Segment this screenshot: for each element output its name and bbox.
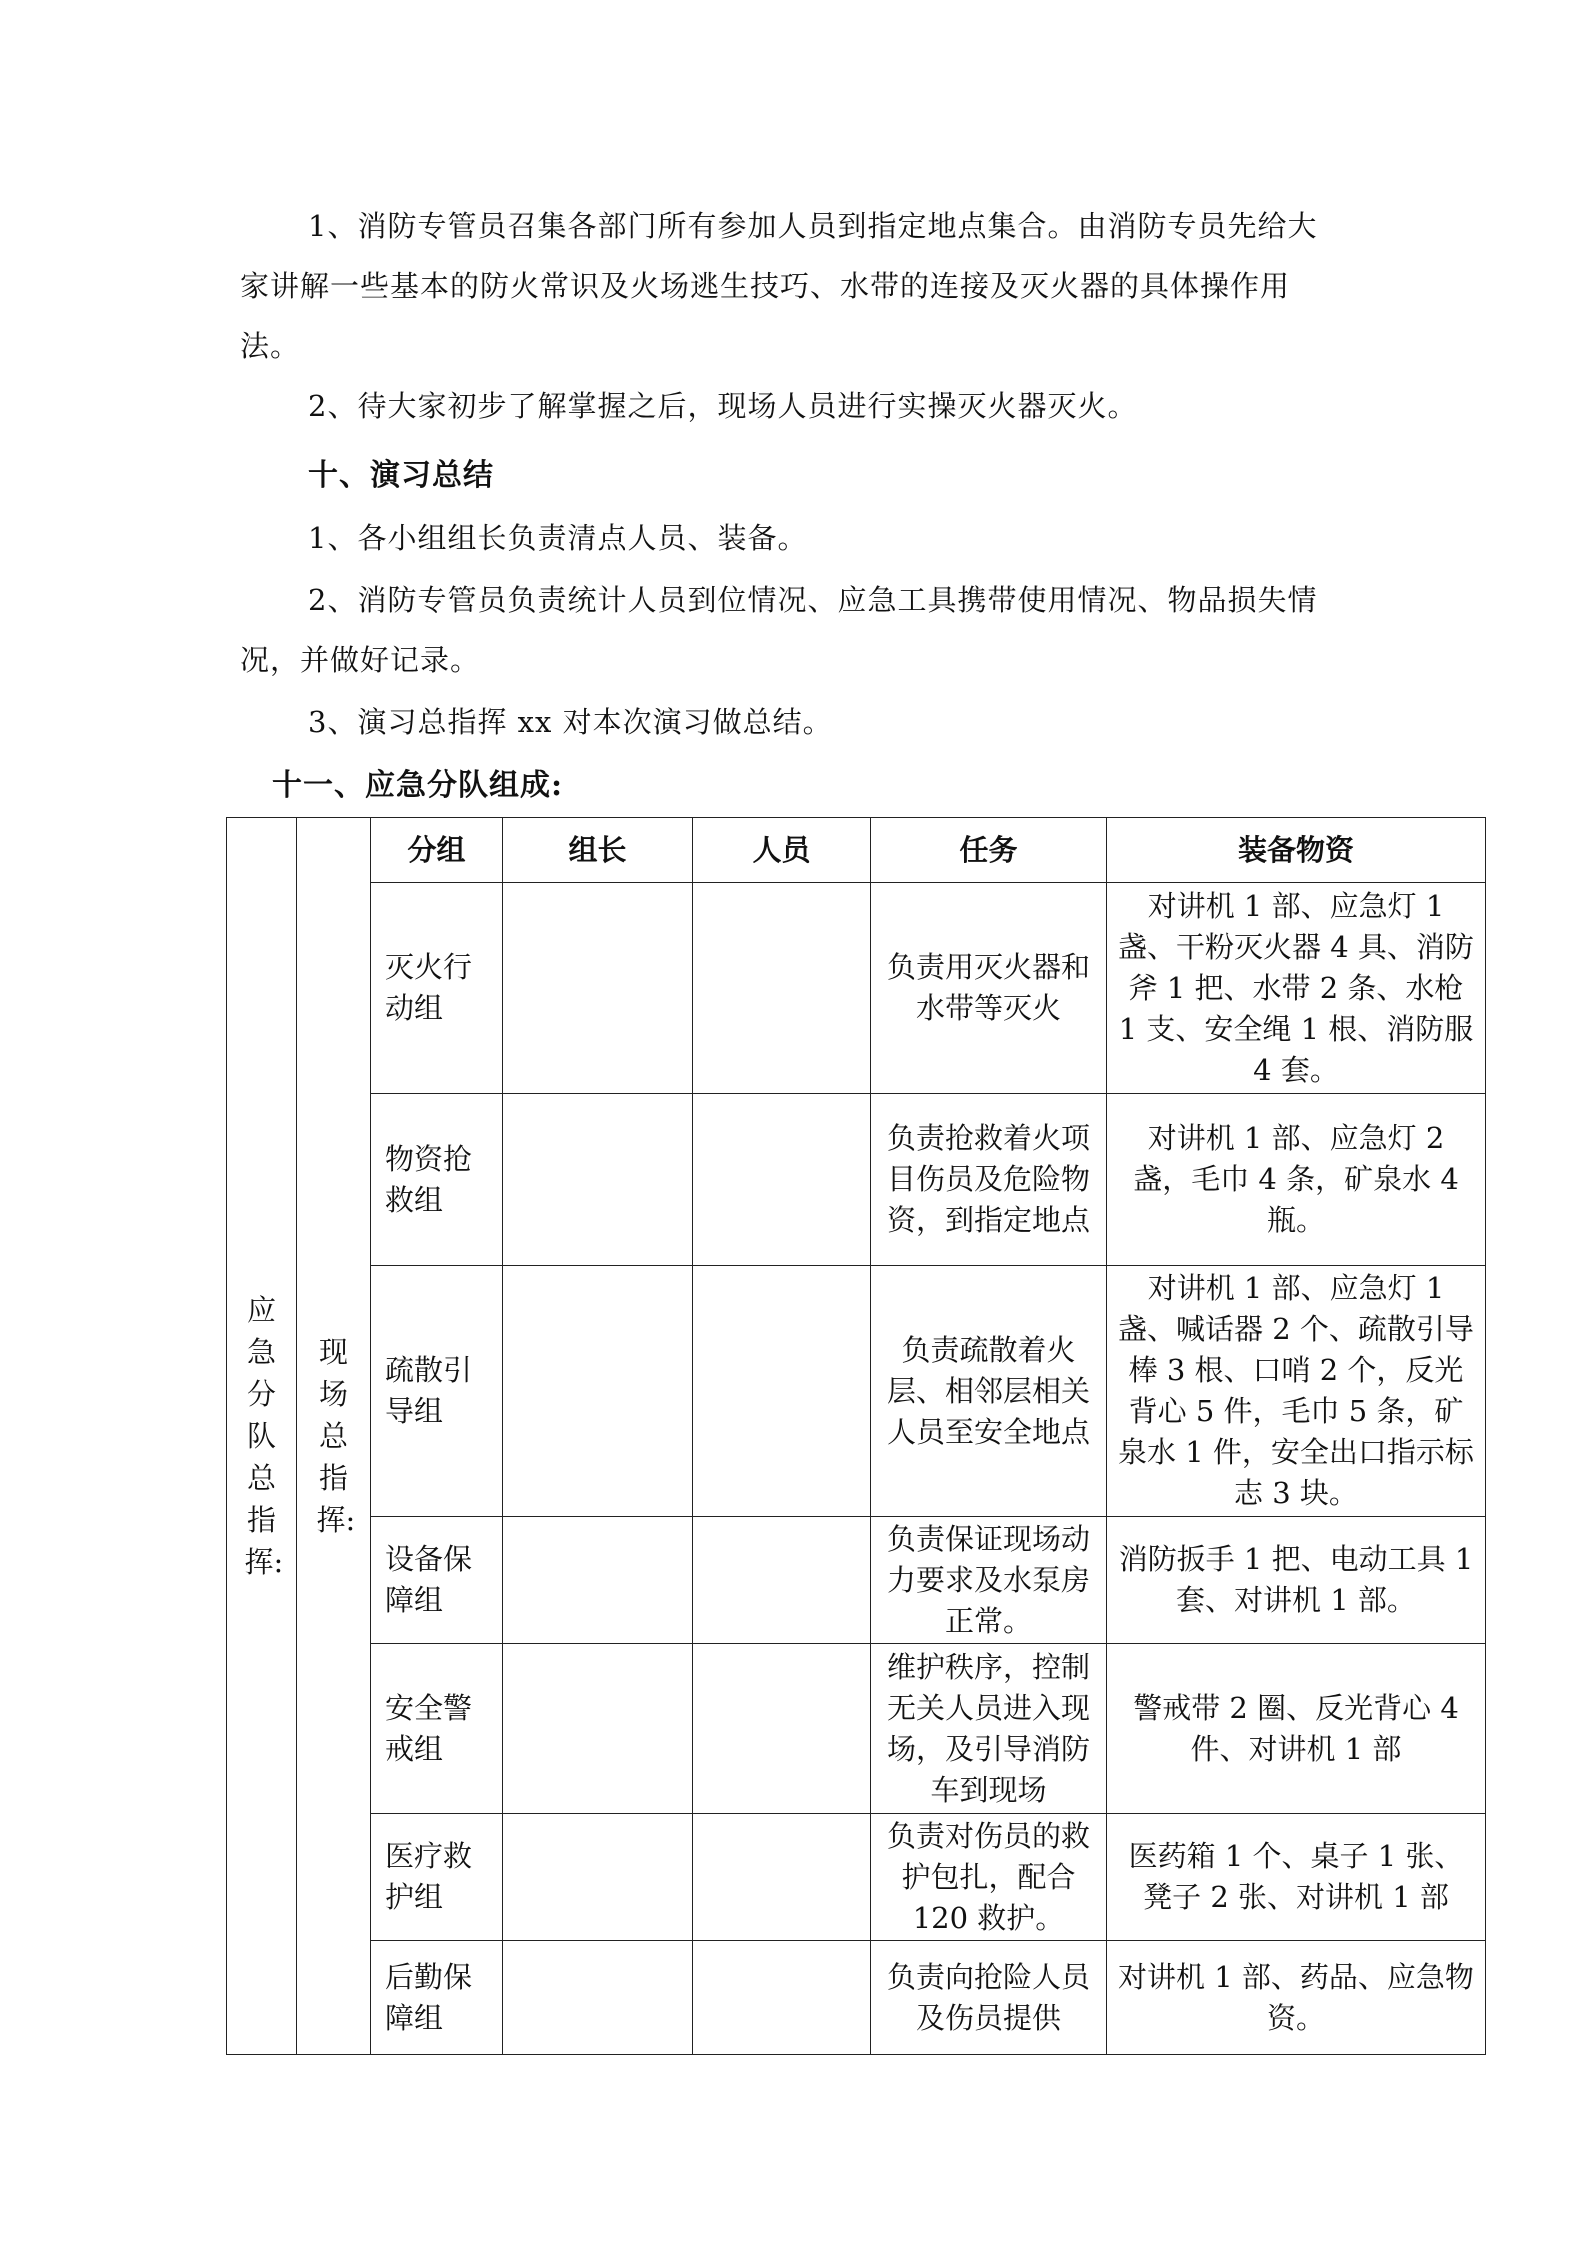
task-cell: 负责抢救着火项目伤员及危险物资，到指定地点 (871, 1094, 1107, 1266)
equipment-cell: 医药箱 1 个、桌子 1 张、凳子 2 张、对讲机 1 部 (1107, 1814, 1486, 1941)
paragraph-assembly: 1、消防专管员召集各部门所有参加人员到指定地点集合。由消防专员先给大家讲解一些基本的防火常识及火场逃生技巧、水带的连接及灭火器的具体操作用法。 (240, 209, 1318, 363)
group-name: 灭火行动组 (371, 883, 503, 1094)
equipment-cell: 警戒带 2 圈、反光背心 4 件、对讲机 1 部 (1107, 1644, 1486, 1814)
group-name: 设备保障组 (371, 1517, 503, 1644)
members-cell (693, 1094, 871, 1266)
table-row (227, 1266, 1486, 1517)
commander-in-chief-label: 应急分队总指挥: (244, 1293, 284, 1579)
header-equipment: 装备物资 (1107, 818, 1486, 883)
group-name: 后勤保障组 (371, 1941, 503, 2055)
equipment-cell: 对讲机 1 部、应急灯 1 盏、喊话器 2 个、疏散引导棒 3 根、口哨 2 个，反光背心 5 件，毛巾 5 条，矿泉水 1 件，安全出口指示标志 3 块。 (1107, 1266, 1486, 1517)
table-row (227, 1814, 1486, 1941)
task-cell: 负责对伤员的救护包扎，配合 120 救护。 (871, 1814, 1107, 1941)
header-members: 人员 (693, 818, 871, 883)
leader-cell (503, 1094, 693, 1266)
task-cell: 负责保证现场动力要求及水泵房正常。 (871, 1517, 1107, 1644)
task-cell: 负责用灭火器和水带等灭火 (871, 883, 1107, 1094)
header-group: 分组 (371, 818, 503, 883)
leader-cell (503, 1941, 693, 2055)
summary-item-2: 2、消防专管员负责统计人员到位情况、应急工具携带使用情况、物品损失情况，并做好记录。 (240, 583, 1318, 677)
equipment-cell: 消防扳手 1 把、电动工具 1 套、对讲机 1 部。 (1107, 1517, 1486, 1644)
group-name: 疏散引导组 (371, 1266, 503, 1517)
section-11-title: 十一、应急分队组成: (272, 768, 564, 803)
members-cell (693, 1266, 871, 1517)
task-cell: 负责向抢险人员及伤员提供 (871, 1941, 1107, 2055)
section-10-title: 十、演习总结 (308, 458, 494, 493)
task-cell: 负责疏散着火层、相邻层相关人员至安全地点 (871, 1266, 1107, 1517)
table-row (227, 1941, 1486, 2055)
group-name: 医疗救护组 (371, 1814, 503, 1941)
members-cell (693, 1644, 871, 1814)
members-cell (693, 883, 871, 1094)
leader-cell (503, 1266, 693, 1517)
leader-cell (503, 1644, 693, 1814)
site-commander-label: 现场总指挥: (316, 1335, 356, 1537)
table-row (227, 883, 1486, 1094)
table-row (227, 1644, 1486, 1814)
group-name: 安全警戒组 (371, 1644, 503, 1814)
task-cell: 维护秩序，控制无关人员进入现场，及引导消防车到现场 (871, 1644, 1107, 1814)
members-cell (693, 1517, 871, 1644)
group-name: 物资抢救组 (371, 1094, 503, 1266)
leader-cell (503, 1517, 693, 1644)
table-row (227, 1517, 1486, 1644)
table-row (227, 1094, 1486, 1266)
equipment-cell: 对讲机 1 部、应急灯 1 盏、干粉灭火器 4 具、消防斧 1 把、水带 2 条、水枪 1 支、安全绳 1 根、消防服 4 套。 (1107, 883, 1486, 1094)
table-header-row (227, 818, 1486, 883)
summary-item-1: 1、各小组组长负责清点人员、装备。 (308, 521, 808, 555)
commander-in-chief-cell (227, 818, 297, 2055)
leader-cell (503, 1814, 693, 1941)
paragraph-practice: 2、待大家初步了解掌握之后，现场人员进行实操灭火器灭火。 (308, 389, 1138, 423)
members-cell (693, 1814, 871, 1941)
header-leader: 组长 (503, 818, 693, 883)
leader-cell (503, 883, 693, 1094)
header-task: 任务 (871, 818, 1107, 883)
equipment-cell: 对讲机 1 部、应急灯 2 盏，毛巾 4 条，矿泉水 4 瓶。 (1107, 1094, 1486, 1266)
emergency-team-table (226, 817, 1486, 2055)
site-commander-cell (297, 818, 371, 2055)
equipment-cell: 对讲机 1 部、药品、应急物资。 (1107, 1941, 1486, 2055)
members-cell (693, 1941, 871, 2055)
summary-item-3: 3、演习总指挥 xx 对本次演习做总结。 (308, 705, 833, 739)
